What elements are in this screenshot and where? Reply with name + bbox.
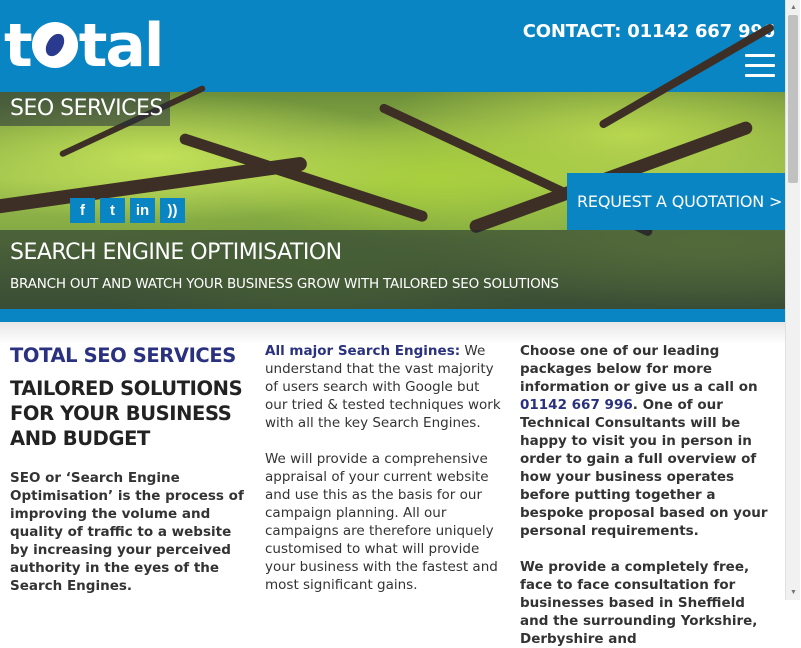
scroll-down-arrow-icon[interactable]: ▼ — [790, 589, 797, 596]
social-links — [70, 198, 185, 223]
logo-text-end: tal — [78, 11, 163, 81]
hamburger-line — [745, 54, 775, 57]
intro-paragraph: SEO or ‘Search Engine Optimisation’ is the process of improving the volume and quality of traffic to a website by increasing your perceived authority in the eyes of the Search Engines. — [10, 470, 244, 594]
page-title: SEO SERVICES — [10, 96, 163, 121]
hamburger-icon[interactable] — [745, 54, 775, 76]
appraisal-paragraph: We will provide a comprehensive appraisal of your current website and use this as the basis for our campaign planning. All our campaigns are therefore uniquely customised to what will provide your business with the fastest and most significant gains. — [265, 451, 498, 593]
hamburger-line — [745, 74, 775, 77]
hero-heading: SEARCH ENGINE OPTIMISATION — [10, 240, 342, 265]
packages-text-start: Choose one of our leading packages below for more information or give us a call on — [520, 343, 758, 395]
hero-tagline: BRANCH OUT AND WATCH YOUR BUSINESS GROW WITH TAILORED SEO SOLUTIONS — [10, 276, 559, 292]
linkedin-icon[interactable]: in — [130, 198, 155, 223]
search-engines-paragraph — [265, 342, 503, 432]
phone-link[interactable]: 01142 667 996 — [520, 397, 633, 413]
section-subheading: TAILORED SOLUTIONS FOR YOUR BUSINESS AND BUDGET — [10, 377, 243, 450]
packages-text-end: . One of our Technical Consultants will be happy to visit you in person in order to gain a full overview of how your business operates before putting together a bespoke proposal based on your personal requirements. — [520, 397, 768, 539]
logo-o-emblem — [32, 22, 78, 68]
scrollbar-thumb[interactable] — [788, 15, 798, 183]
divider-strip — [0, 309, 785, 322]
twitter-icon[interactable]: t — [100, 198, 125, 223]
content-column-1 — [10, 342, 245, 595]
divider-shadow — [0, 322, 785, 344]
hamburger-line — [745, 64, 775, 67]
packages-paragraph — [520, 342, 775, 540]
request-quotation-button[interactable]: REQUEST A QUOTATION > — [567, 173, 785, 230]
hero-banner — [0, 92, 785, 309]
page-scrollbar[interactable] — [785, 0, 800, 600]
logo-text-start: t — [4, 11, 31, 81]
hero-caption-bar — [0, 230, 785, 309]
facebook-icon[interactable]: f — [70, 198, 95, 223]
site-header — [0, 0, 785, 92]
contact-phone[interactable]: CONTACT: 01142 667 996 — [522, 21, 775, 42]
search-engines-lead: All major Search Engines: — [265, 343, 461, 359]
content-column-3 — [520, 342, 775, 648]
section-heading: TOTAL SEO SERVICES — [10, 344, 236, 367]
total-logo[interactable] — [4, 10, 162, 82]
consultation-paragraph: We provide a completely free, face to face consultation for businesses based in Sheffield and the surrounding Yorkshire, Derbyshire and — [520, 559, 758, 647]
scroll-up-arrow-icon[interactable]: ▲ — [790, 4, 797, 11]
search-engines-text: We understand that the vast majority of users search with Google but our tried & tested techniques work with all the key Search Engines. — [265, 343, 501, 431]
logo-wordmark — [4, 11, 163, 81]
content-column-2 — [265, 342, 503, 594]
rss-icon[interactable]: )) — [160, 198, 185, 223]
